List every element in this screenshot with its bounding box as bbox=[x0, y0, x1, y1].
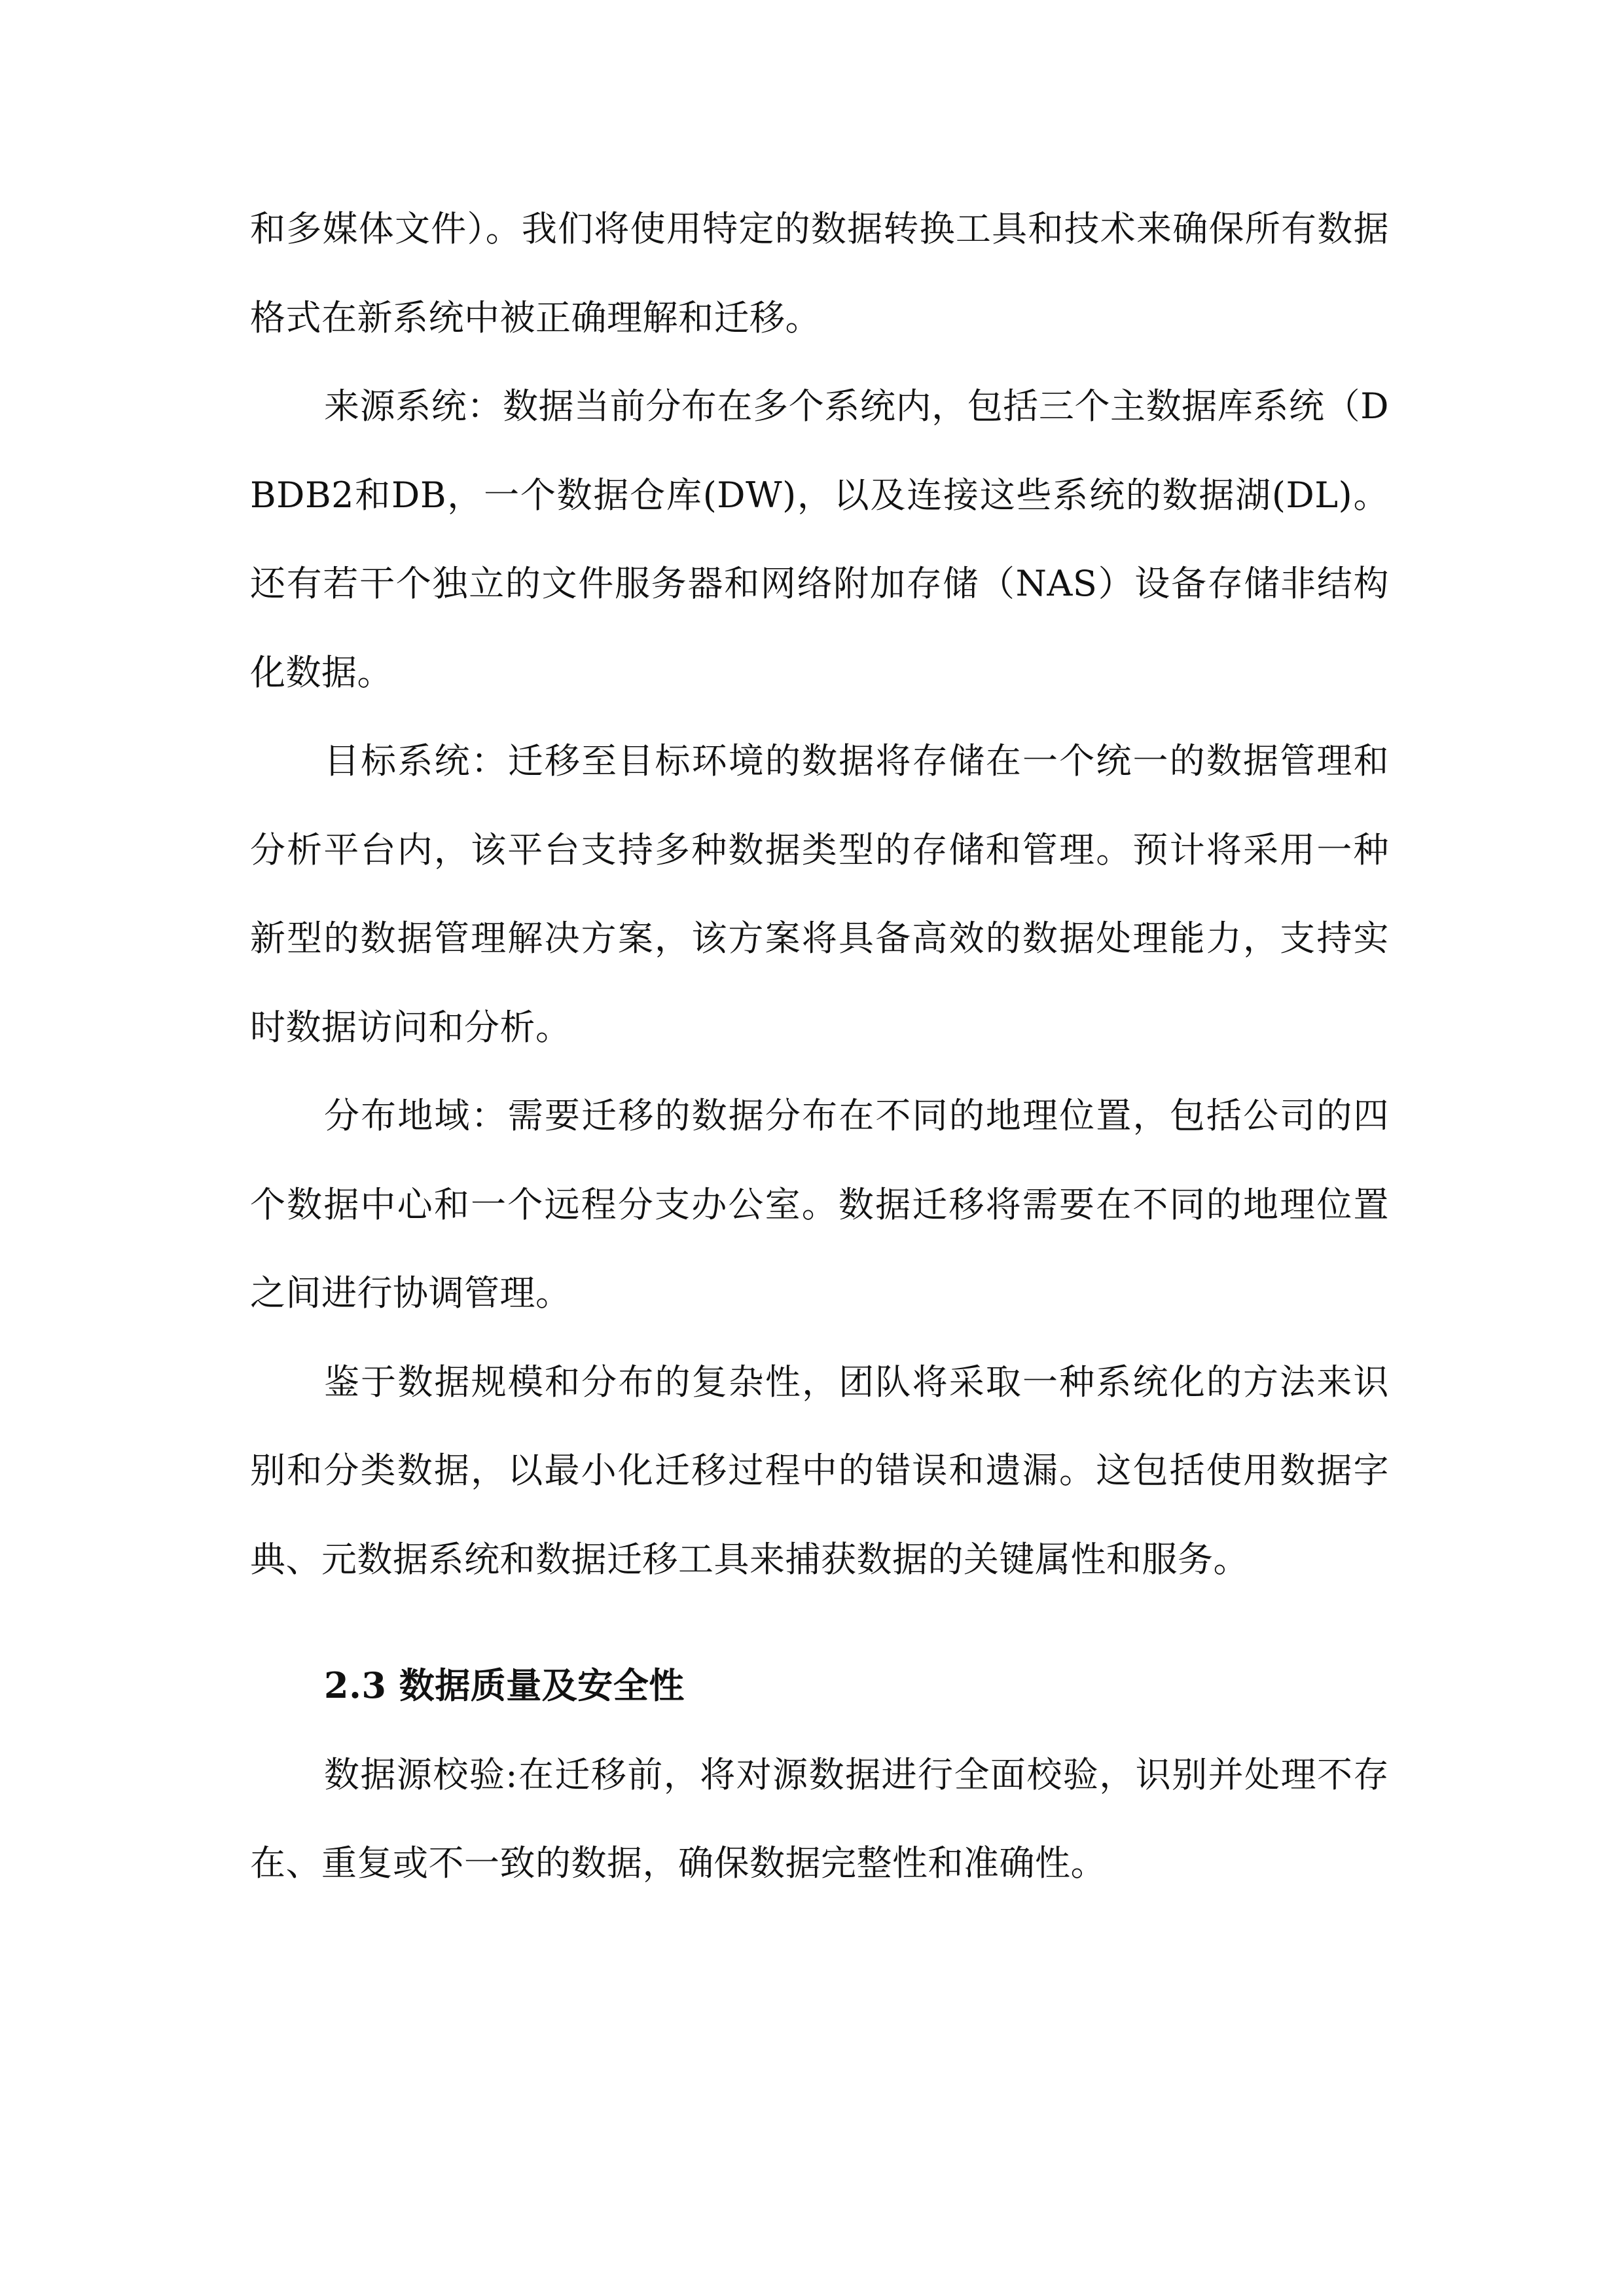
paragraph-source-systems: 来源系统：数据当前分布在多个系统内，包括三个主数据库系统（DBDB2和DB，一个数据仓库(DW)，以及连接这些系统的数据湖(DL)。还有若干个独立的文件服务器和网络附加存储（NAS）设备存储非结构化数据。 bbox=[250, 386, 1389, 693]
paragraph-distribution-regions: 分布地域：需要迁移的数据分布在不同的地理位置，包括公司的四个数据中心和一个远程分支办公室。数据迁移将需要在不同的地理位置之间进行协调管理。 bbox=[250, 1095, 1389, 1314]
section-heading-data-quality: 2.3 数据质量及安全性 bbox=[324, 1664, 685, 1706]
document-body bbox=[250, 185, 1389, 1908]
paragraph-source-validation: 数据源校验:在迁移前，将对源数据进行全面校验，识别并处理不存在、重复或不一致的数据，确保数据完整性和准确性。 bbox=[250, 1753, 1389, 1884]
paragraph-systematic-approach: 鉴于数据规模和分布的复杂性，团队将采取一种系统化的方法来识别和分类数据，以最小化迁移过程中的错误和遗漏。这包括使用数据字典、元数据系统和数据迁移工具来捕获数据的关键属性和服务。 bbox=[250, 1361, 1389, 1580]
paragraph-target-system: 目标系统：迁移至目标环境的数据将存储在一个统一的数据管理和分析平台内，该平台支持多种数据类型的存储和管理。预计将采用一种新型的数据管理解决方案，该方案将具备高效的数据处理能力，支持实时数据访问和分析。 bbox=[250, 740, 1389, 1048]
paragraph-multimedia-files: 和多媒体文件）。我们将使用特定的数据转换工具和技术来确保所有数据格式在新系统中被正确理解和迁移。 bbox=[250, 208, 1389, 338]
